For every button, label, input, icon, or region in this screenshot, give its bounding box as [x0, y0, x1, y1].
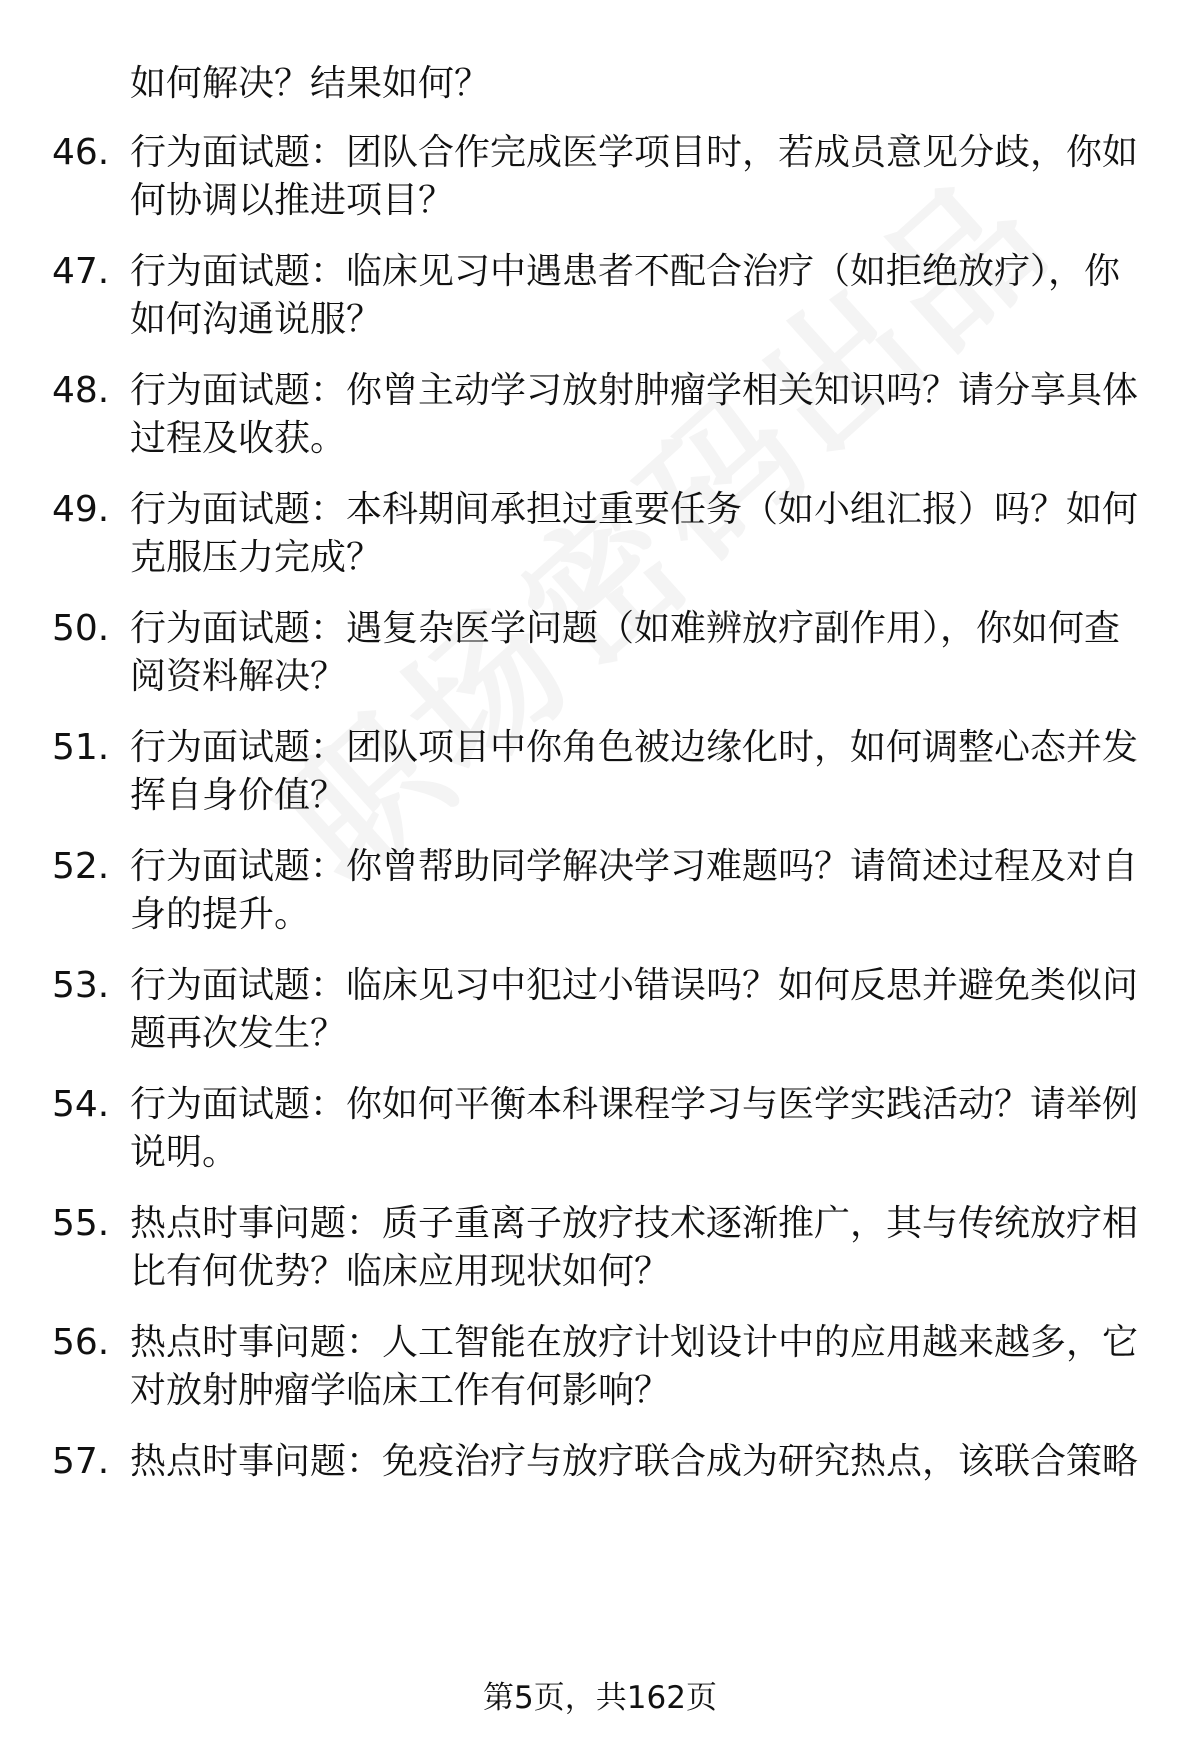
- item-number: 51.: [52, 727, 110, 768]
- item-number: 54.: [52, 1084, 110, 1125]
- item-number: 50.: [52, 608, 110, 649]
- item-number: 56.: [52, 1322, 110, 1363]
- item-text-line: 行为面试题：临床见习中犯过小错误吗？如何反思并避免类似问: [130, 965, 1139, 1006]
- item-text-line: 行为面试题：团队合作完成医学项目时，若成员意见分歧，你如: [130, 132, 1139, 173]
- item-text-line: 行为面试题：你曾帮助同学解决学习难题吗？请简述过程及对自: [130, 846, 1139, 887]
- item-text-line: 题再次发生？: [130, 1013, 347, 1054]
- item-text-line: 何协调以推进项目？: [130, 180, 455, 221]
- continuation-line: 如何解决？结果如何？: [130, 63, 491, 104]
- item-number: 53.: [52, 965, 110, 1006]
- item-text-line: 行为面试题：本科期间承担过重要任务（如小组汇报）吗？如何: [130, 489, 1139, 530]
- item-text-line: 阅资料解决？: [130, 656, 347, 697]
- item-text-line: 身的提升。: [130, 894, 311, 935]
- item-text-line: 对放射肿瘤学临床工作有何影响？: [130, 1370, 671, 1411]
- item-text-line: 克服压力完成？: [130, 537, 383, 578]
- item-number: 47.: [52, 251, 110, 292]
- item-number: 46.: [52, 132, 110, 173]
- item-text-line: 挥自身价值？: [130, 775, 347, 816]
- item-text-line: 说明。: [130, 1132, 239, 1173]
- item-number: 49.: [52, 489, 110, 530]
- item-number: 52.: [52, 846, 110, 887]
- item-text-line: 热点时事问题：质子重离子放疗技术逐渐推广，其与传统放疗相: [130, 1203, 1139, 1244]
- item-text-line: 行为面试题：团队项目中你角色被边缘化时，如何调整心态并发: [130, 727, 1139, 768]
- item-text-line: 如何沟通说服？: [130, 299, 383, 340]
- item-text-line: 过程及收获。: [130, 418, 347, 459]
- item-text-line: 行为面试题：临床见习中遇患者不配合治疗（如拒绝放疗），你: [130, 251, 1121, 292]
- page-footer: 第5页，共162页: [483, 1680, 717, 1716]
- item-number: 55.: [52, 1203, 110, 1244]
- item-text-line: 热点时事问题：免疫治疗与放疗联合成为研究热点，该联合策略: [130, 1441, 1139, 1482]
- item-text-line: 行为面试题：你如何平衡本科课程学习与医学实践活动？请举例: [130, 1084, 1139, 1125]
- item-text-line: 行为面试题：遇复杂医学问题（如难辨放疗副作用），你如何查: [130, 608, 1121, 649]
- item-number: 57.: [52, 1441, 110, 1482]
- item-text-line: 热点时事问题：人工智能在放疗计划设计中的应用越来越多，它: [130, 1322, 1139, 1363]
- item-number: 48.: [52, 370, 110, 411]
- item-text-line: 比有何优势？临床应用现状如何？: [130, 1251, 671, 1292]
- item-text-line: 行为面试题：你曾主动学习放射肿瘤学相关知识吗？请分享具体: [130, 370, 1139, 411]
